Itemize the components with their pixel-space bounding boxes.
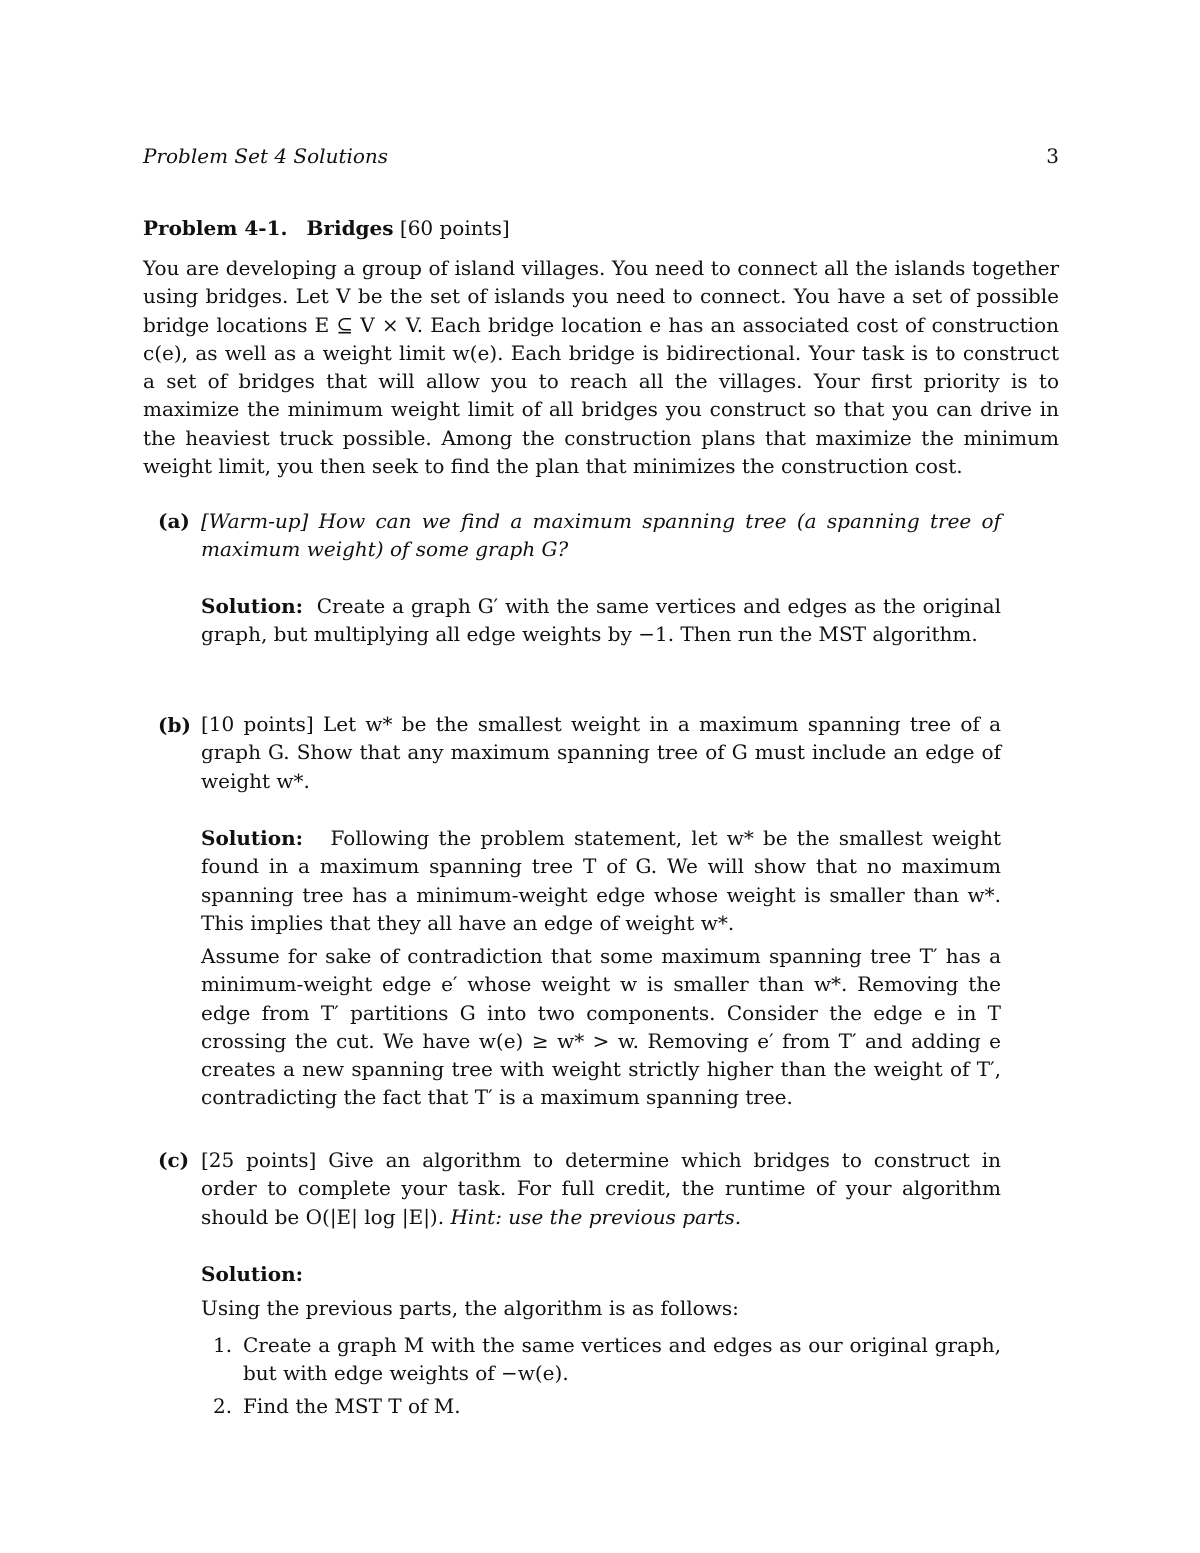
part-b-question: [10 points] Let w* be the smallest weight in a maximum spanning tree of a graph G. Show that any maximum spanning tree of G must include an edge of weight w*. bbox=[201, 712, 1001, 793]
part-b-solution-p2: Assume for sake of contradiction that some maximum spanning tree T′ has a minimum-weight edge e′ whose weight w is smaller than w*. Removing the edge from T′ partitions G into two components. Consider the edge e in T crossing the cut. We have w(e) ≥ w* > w. Removing e′ from T′ and adding e creates a new spanning tree with weight strictly higher than the weight of T′, contradicting the fact that T′ is a maximum spanning tree. bbox=[201, 944, 1001, 1110]
header-title: Problem Set 4 Solutions bbox=[143, 144, 389, 168]
part-c-question bbox=[201, 1146, 1001, 1231]
page-number: 3 bbox=[1046, 144, 1059, 168]
part-a-solution-text: Create a graph G′ with the same vertices and edges as the original graph, but multiplying all edge weights by −1. Then run the MST algorithm. bbox=[201, 594, 1002, 647]
step-number: 1. bbox=[213, 1333, 233, 1357]
problem-statement: You are developing a group of island villages. You need to connect all the islands together using bridges. Let V be the set of islands you need to connect. You have a set of possible bridge locations E ⊆ V × V. Each bridge location e has an associated cost of construction c(e), as well as a weight limit w(e). Each bridge is bidirectional. Your task is to construct a set of bridges that will allow you to reach all the villages. Your first priority is to maximize the minimum weight limit of all bridges you construct so that you can drive in the heaviest truck possible. Among the construction plans that maximize the minimum weight limit, you then seek to find the plan that minimizes the construction cost. bbox=[143, 256, 1059, 479]
page-header bbox=[143, 144, 1059, 174]
part-c-label: (c) bbox=[158, 1148, 190, 1172]
part-b-solution bbox=[201, 824, 1001, 937]
problem-points: [60 points] bbox=[399, 216, 510, 240]
problem-heading bbox=[143, 216, 510, 240]
list-item bbox=[201, 1331, 1001, 1388]
part-b-label: (b) bbox=[158, 713, 191, 737]
step-text: Find the MST T of M. bbox=[243, 1393, 461, 1418]
step-number: 2. bbox=[213, 1393, 233, 1418]
part-c-question-text: [25 points] Give an algorithm to determine which bridges to construct in order to complete your task. For full credit, the runtime of your algorithm should be O(|E| log |E|). bbox=[201, 1148, 1001, 1229]
problem-id: Problem 4-1. bbox=[143, 216, 288, 240]
problem-name: Bridges bbox=[306, 216, 394, 240]
part-c-steps bbox=[201, 1331, 1001, 1420]
part-a-solution-label: Solution: bbox=[201, 594, 304, 618]
part-c-solution-intro: Using the previous parts, the algorithm is as follows: bbox=[201, 1296, 739, 1320]
part-a-question: [Warm-up] How can we find a maximum spanning tree (a spanning tree of maximum weight) of some graph G? bbox=[201, 509, 1001, 562]
part-b-solution-label: Solution: bbox=[201, 826, 304, 850]
list-item bbox=[201, 1392, 1001, 1420]
part-c-solution-label: Solution: bbox=[201, 1262, 304, 1286]
part-a-label: (a) bbox=[158, 509, 190, 533]
step-text: Create a graph M with the same vertices and edges as our original graph, but with edge weights of −w(e). bbox=[243, 1333, 1001, 1386]
part-b-solution-p1: Following the problem statement, let w* be the smallest weight found in a maximum spanning tree T of G. We will show that no maximum spanning tree has a minimum-weight edge whose weight is smaller than w*. This implies that they all have an edge of weight w*. bbox=[201, 826, 1002, 935]
part-a-solution bbox=[201, 592, 1001, 649]
part-c-hint: Hint: use the previous parts. bbox=[450, 1204, 742, 1229]
